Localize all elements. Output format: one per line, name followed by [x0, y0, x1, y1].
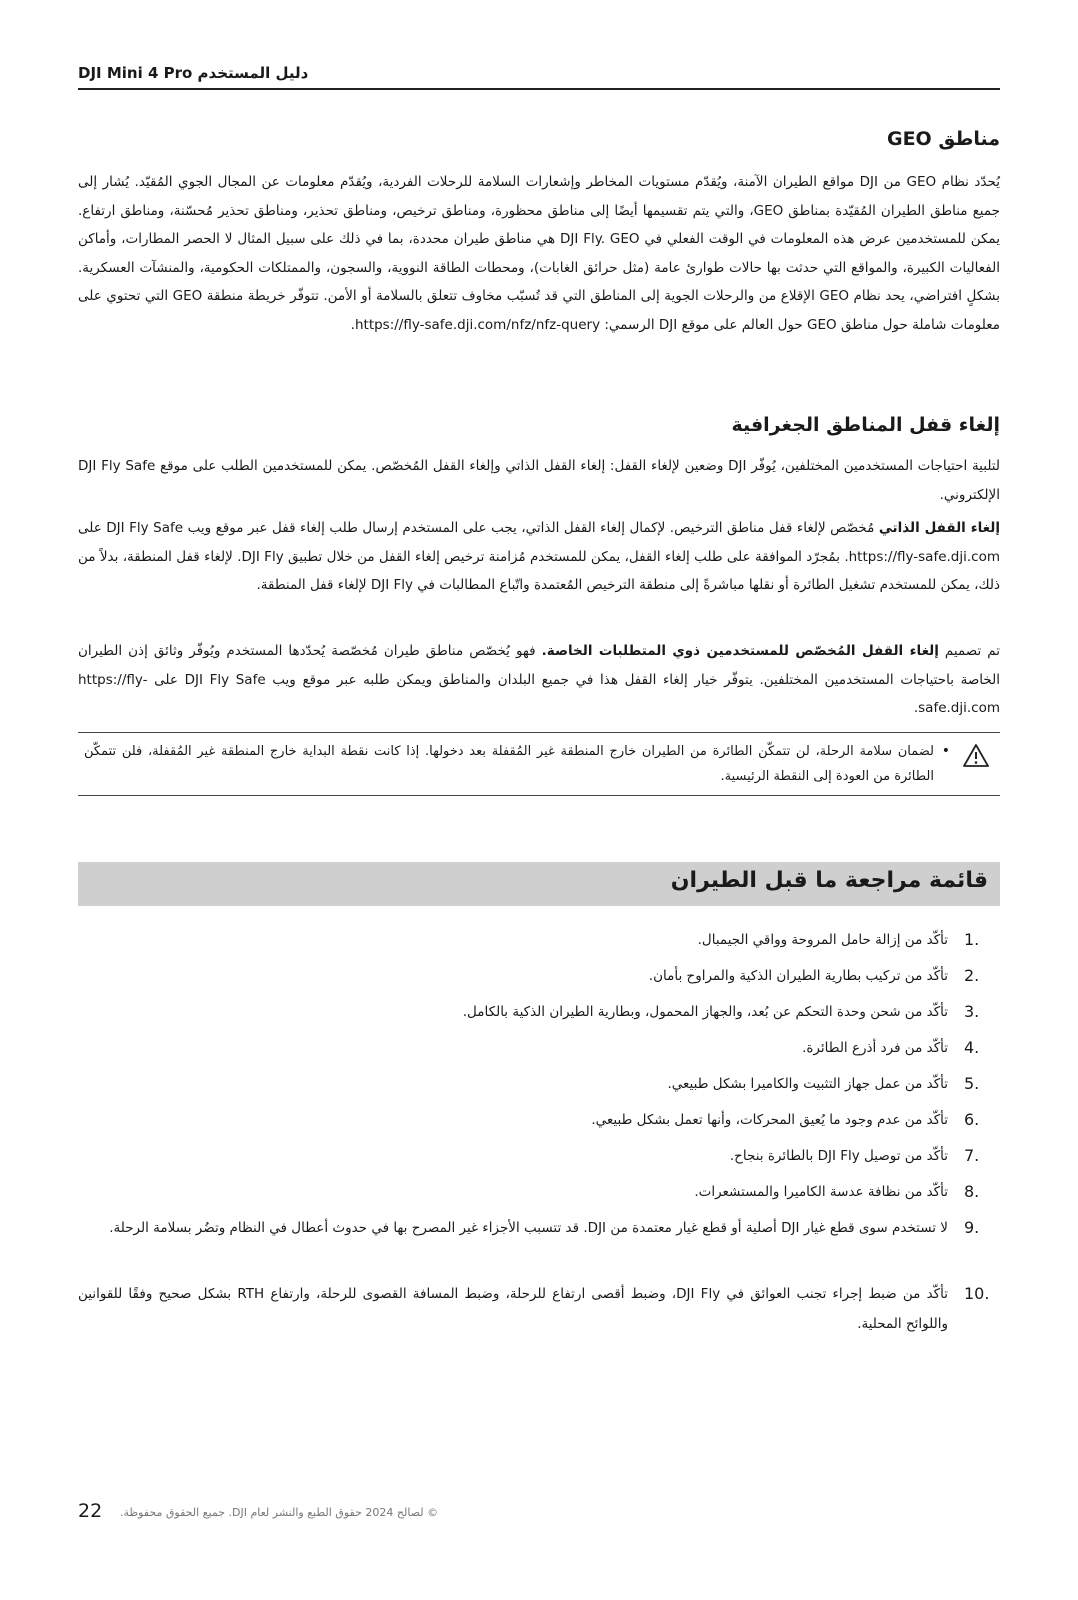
warning-icon — [962, 743, 990, 769]
list-item-number: 8. — [964, 1182, 980, 1201]
list-item-text: تأكّد من ضبط إجراء تجنب العوائق في DJI Fly، وضبط أقصى ارتفاع للرحلة، وضبط المسافة القصوى للرحلة، وارتفاع RTH بشكل صحيح وفقًا للقوانين واللوائح المحلية. — [78, 1286, 948, 1332]
warning-note — [78, 732, 1000, 796]
list-item-number: 9. — [964, 1218, 980, 1237]
list-item-text: تأكّد من نظافة عدسة الكاميرا والمستشعرات. — [694, 1184, 948, 1200]
list-item-text: لا تستخدم سوى قطع غيار DJI أصلية أو قطع غيار معتمدة من DJI. قد تتسبب الأجزاء غير المصرح بها في حدوث أعطال في النظام وتضُر بسلامة الرحلة. — [109, 1220, 948, 1236]
list-item — [78, 1105, 1000, 1141]
list-item-number: 10. — [964, 1284, 990, 1303]
self-unlock-paragraph — [78, 514, 1000, 600]
copyright-notice: © لصالح 2024 حقوق الطبع والنشر لعام DJI. جميع الحقوق محفوظة. — [120, 1506, 439, 1519]
list-item — [78, 1033, 1000, 1069]
checklist-title: قائمة مراجعة ما قبل الطيران — [670, 868, 988, 893]
preflight-checklist — [78, 925, 1000, 1345]
list-item — [78, 1069, 1000, 1105]
list-item-text: تأكّد من توصيل DJI Fly بالطائرة بنجاح. — [729, 1148, 948, 1164]
list-item-text: تأكّد من تركيب بطارية الطيران الذكية والمراوح بأمان. — [648, 968, 948, 984]
list-item — [78, 1279, 1000, 1345]
list-item-text: تأكّد من شحن وحدة التحكم عن بُعد، والجهاز المحمول، وبطارية الطيران الذكية بالكامل. — [462, 1004, 948, 1020]
custom-unlock-label: إلغاء القفل المُخصّص للمستخدمين ذوي المتطلبات الخاصة. — [541, 643, 939, 659]
page — [78, 0, 1000, 1600]
list-item-number: 5. — [964, 1074, 980, 1093]
list-item-number: 4. — [964, 1038, 980, 1057]
document-title: DJI Mini 4 Pro دليل المستخدم — [78, 64, 309, 82]
page-number: 22 — [78, 1500, 103, 1522]
warning-note-text: لضمان سلامة الرحلة، لن تتمكّن الطائرة من الطيران خارج المنطقة غير المُقفلة بعد دخولها. إذا كانت نقطة البداية خارج المنطقة غير المُقفلة، فلن تتمكّن الطائرة من العودة إلى النقطة الرئيسية. — [84, 744, 934, 784]
self-unlock-text: مُخصّص لإلغاء قفل مناطق الترخيص. لإكمال إلغاء القفل الذاتي، يجب على المستخدم إرسال طلب إلغاء قفل عبر موقع ويب DJI Fly Safe على https://fly-safe.dji.com. بمُجرّد الموافقة على طلب إلغاء القفل، يمكن للمستخدم مُزامنة ترخيص إلغاء القفل من خلال تطبيق DJI Fly. لإلغاء قفل المنطقة، بدلاً من ذلك، يمكن للمستخدم تشغيل الطائرة أو نقلها مباشرةً إلى منطقة الترخيص المُعتمدة واتّباع المطالبات في DJI Fly لإلغاء قفل المنطقة. — [78, 520, 1000, 593]
geo-zones-heading: مناطق GEO — [886, 128, 1000, 150]
custom-unlock-text: فهو يُخصّص مناطق طيران مُخصّصة يُحدّدها المستخدم ويُوفّر وثائق إذن الطيران الخاصة باحتياجات المستخدمين المختلفين. يتوفّر خيار إلغاء القفل هذا في جميع البلدان والمناطق ويمكن طلبه عبر موقع ويب DJI Fly Safe على https://fly-safe.dji.com. — [78, 643, 1000, 716]
checklist-heading-bar — [78, 862, 1000, 906]
list-item — [78, 1177, 1000, 1213]
document-header — [78, 60, 1000, 90]
unlock-intro-paragraph: لتلبية احتياجات المستخدمين المختلفين، يُوفّر DJI وضعين لإلغاء القفل: إلغاء القفل الذاتي وإلغاء القفل المُخصّص. يمكن للمستخدمين الطلب على موقع DJI Fly Safe الإلكتروني. — [78, 458, 1000, 503]
list-item-number: 2. — [964, 966, 980, 985]
list-item — [78, 1141, 1000, 1177]
self-unlock-label: إلغاء القفل الذاتي — [878, 520, 1000, 536]
list-item-text: تأكّد من عمل جهاز التثبيت والكاميرا بشكل طبيعي. — [667, 1076, 948, 1092]
list-item-number: 6. — [964, 1110, 980, 1129]
page-footer — [78, 1500, 1000, 1530]
list-item-number: 3. — [964, 1002, 980, 1021]
list-item-text: تأكّد من فرد أذرع الطائرة. — [802, 1040, 948, 1056]
list-item — [78, 961, 1000, 997]
note-bullet: • — [941, 743, 950, 759]
geo-zones-paragraph: يُحدّد نظام GEO من DJI مواقع الطيران الآمنة، ويُقدّم مستويات المخاطر وإشعارات السلامة للرحلات الفردية، ويُقدّم معلومات عن المجال الجوي المُقيّد. يُشار إلى جميع مناطق الطيران المُقيّدة بمناطق GEO، والتي يتم تقسيمها أيضًا إلى مناطق محظورة، ومناطق ترخيص، ومناطق تحذير، ومناطق تحذير مُحسّنة، ومناطق ارتفاع. يمكن للمستخدمين عرض هذه المعلومات في الوقت الفعلي في DJI Fly. GEO هي مناطق طيران محددة، بما في ذلك على سبيل المثال لا الحصر المطارات، وأماكن الفعاليات الكبيرة، والمواقع التي حدثت بها حالات طوارئ عامة (مثل حرائق الغابات)، ومحطات الطاقة النووية، والسجون، والممتلكات الحكومية، والمنشآت العسكرية. بشكلٍ افتراضي، يحد نظام GEO الإقلاع من والرحلات الجوية إلى المناطق التي قد تُسبّب مخاوف تتعلق بالسلامة أو الأمن. تتوفّر خريطة منطقة GEO التي تحتوي على معلومات شاملة حول مناطق GEO حول العالم على موقع DJI الرسمي: https://fly-safe.dji.com/nfz/nfz-query. — [78, 174, 1001, 333]
list-item-text: تأكّد من عدم وجود ما يُعيق المحركات، وأنها تعمل بشكل طبيعي. — [591, 1112, 948, 1128]
list-item — [78, 997, 1000, 1033]
list-item-number: 7. — [964, 1146, 980, 1165]
list-item — [78, 925, 1000, 961]
custom-unlock-paragraph — [78, 637, 1000, 723]
custom-unlock-prefix: تم تصميم — [938, 643, 1000, 659]
list-item — [78, 1213, 1000, 1279]
list-item-text: تأكّد من إزالة حامل المروحة وواقي الجيمبال. — [697, 932, 948, 948]
unlock-heading: إلغاء قفل المناطق الجغرافية — [731, 414, 1000, 436]
list-item-number: 1. — [964, 930, 980, 949]
